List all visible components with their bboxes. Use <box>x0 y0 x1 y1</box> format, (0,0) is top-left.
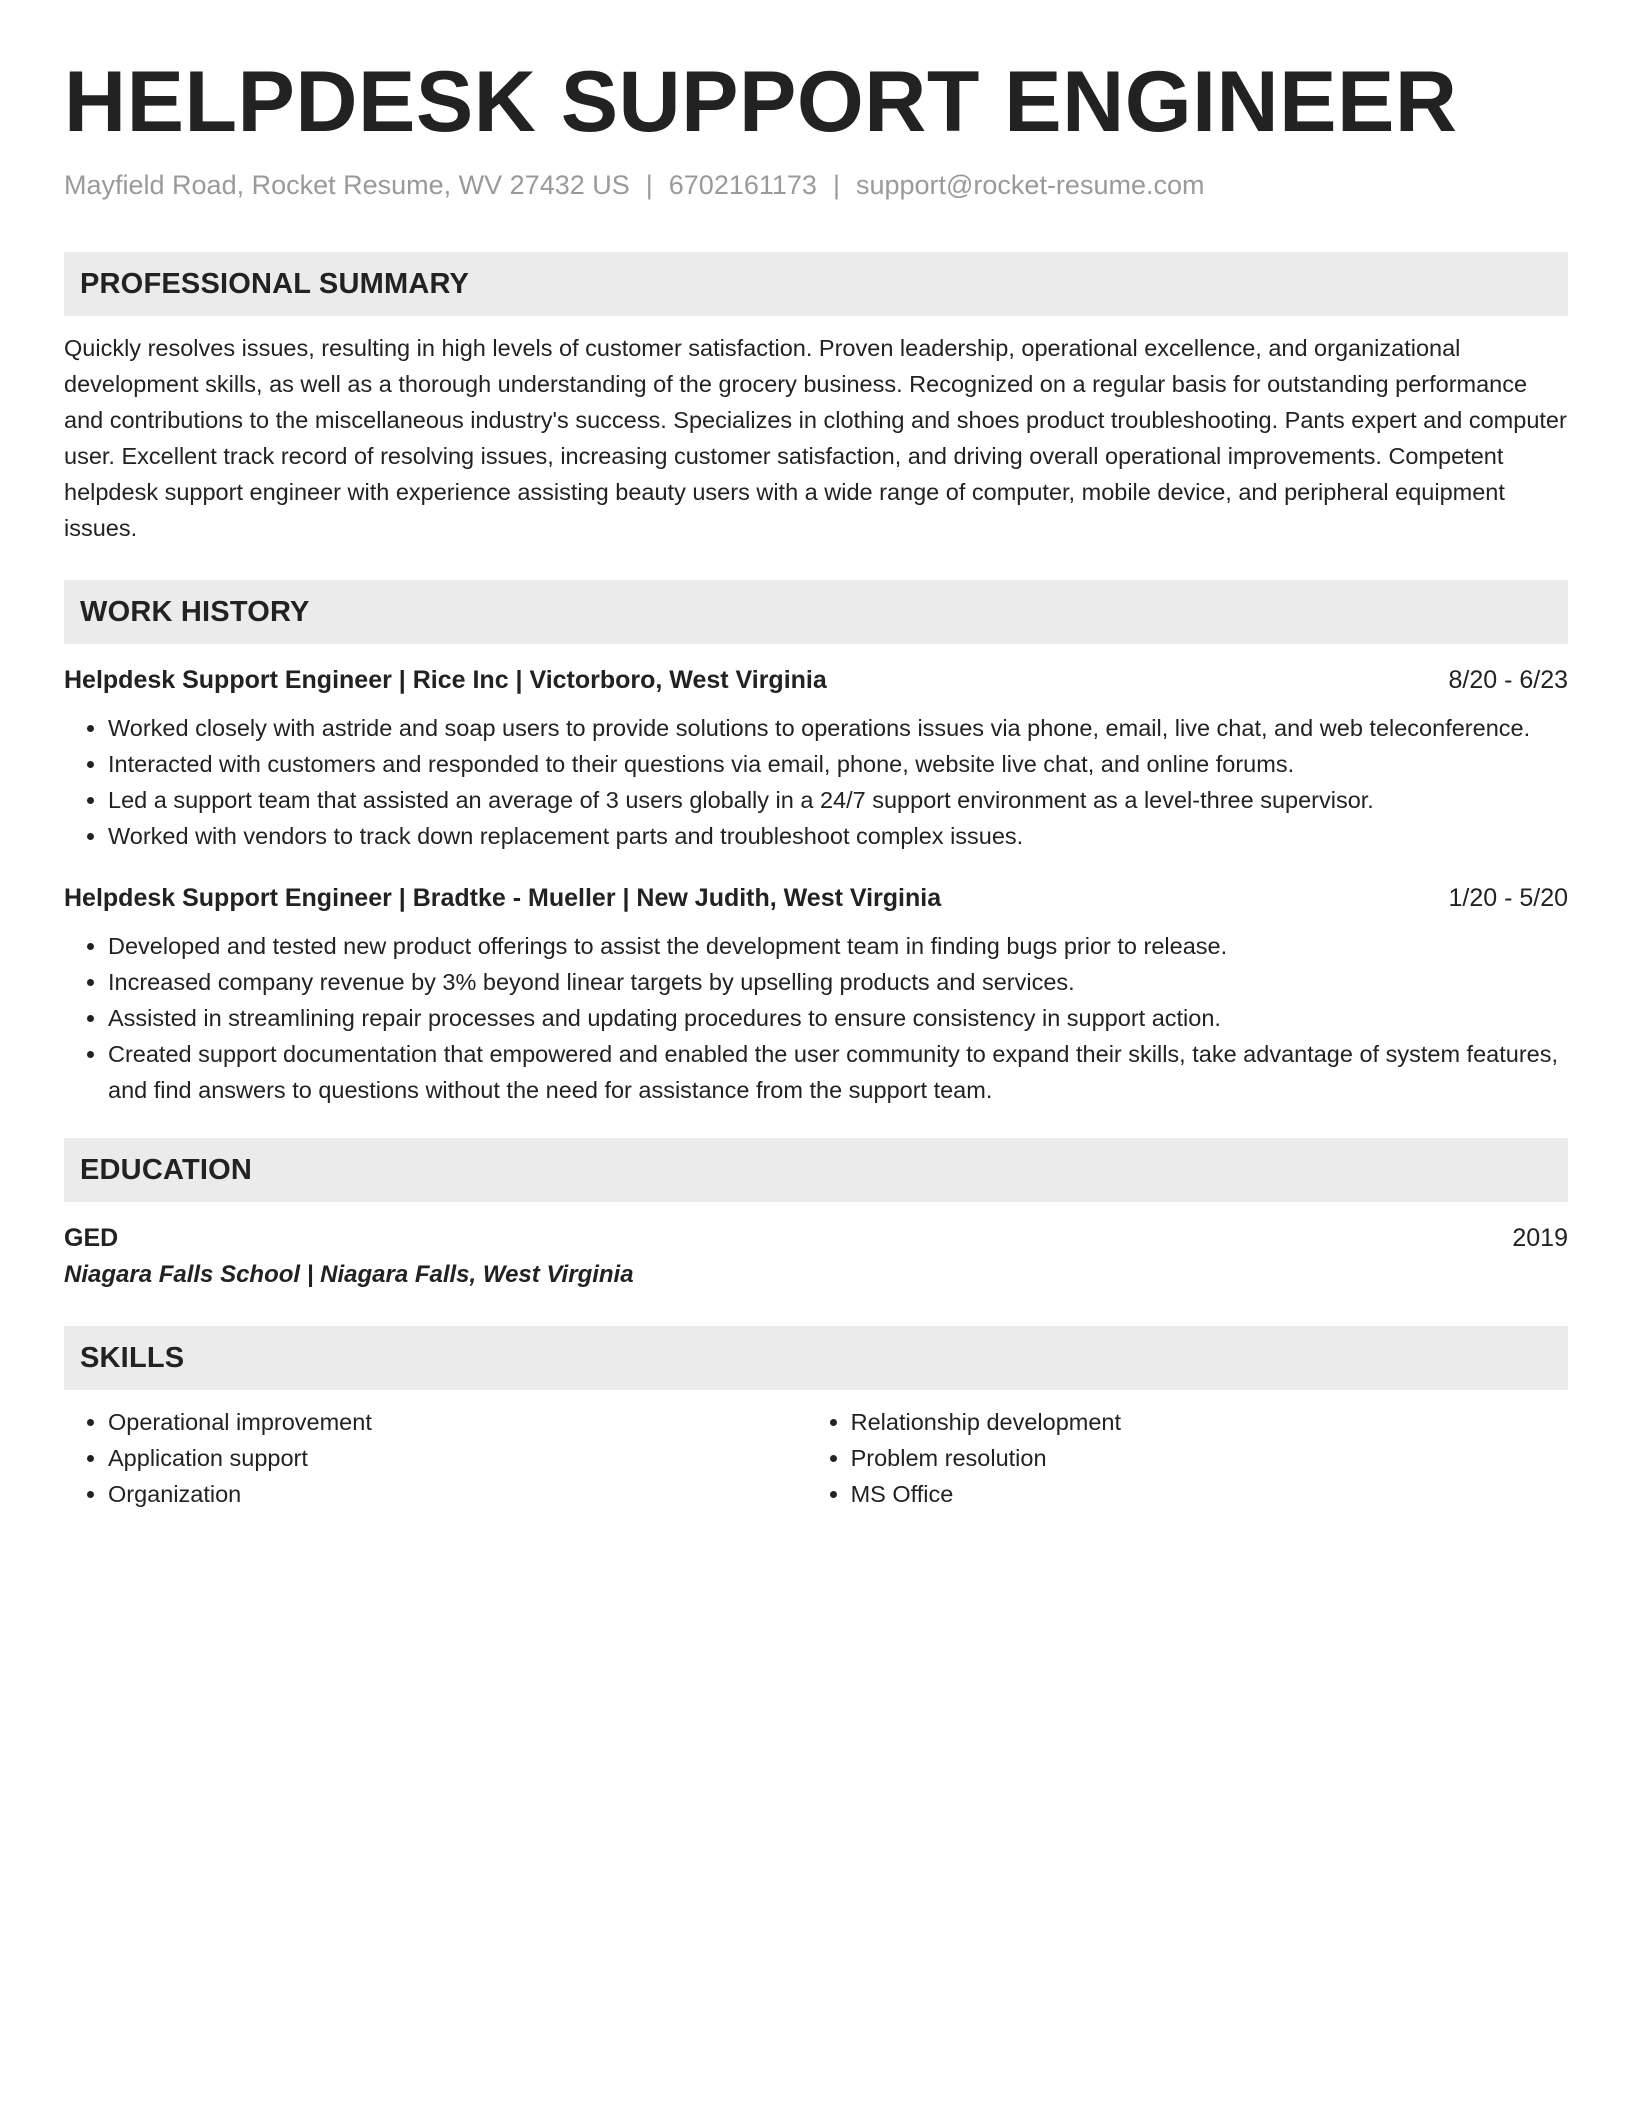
skill-item: • Problem resolution <box>851 1440 1568 1476</box>
job-bullet: • Worked closely with astride and soap users to provide solutions to operations issues via phone, email, live chat, and web teleconference. <box>108 710 1568 746</box>
candidate-name: HELPDESK SUPPORT ENGINEER <box>64 54 1458 150</box>
job-header <box>64 662 1568 698</box>
skill-item: • Relationship development <box>851 1404 1568 1440</box>
resume-page <box>64 52 1568 1512</box>
job-bullet-list <box>64 928 1568 1108</box>
contact-separator: | <box>645 170 653 200</box>
education-header <box>64 1220 1568 1256</box>
education-degree: GED <box>64 1224 119 1252</box>
skill-item: • Organization <box>108 1476 787 1512</box>
skills-list-right <box>807 1404 1568 1512</box>
skills-heading: SKILLS <box>64 1326 1568 1390</box>
skills-columns <box>64 1404 1568 1512</box>
skills-list-left <box>64 1404 787 1512</box>
education-entry <box>64 1220 1568 1294</box>
summary-text: Quickly resolves issues, resulting in high levels of customer satisfaction. Proven leadership, operational excellence, and organizational development skills, as well as a thorough understanding of the grocery business. Recognized on a regular basis for outstanding performance and contributions to the miscellaneous industry's success. Specializes in clothing and shoes product troubleshooting. Pants expert and computer user. Excellent track record of resolving issues, increasing customer satisfaction, and driving overall operational improvements. Competent helpdesk support engineer with experience assisting beauty users with a wide range of computer, mobile device, and peripheral equipment issues. <box>64 335 1567 541</box>
job-bullet: • Led a support team that assisted an average of 3 users globally in a 24/7 support environment as a level-three supervisor. <box>108 782 1568 818</box>
job-bullet: • Interacted with customers and responded to their questions via email, phone, website live chat, and online forums. <box>108 746 1568 782</box>
education-year: 2019 <box>1512 1224 1568 1252</box>
contact-phone: 6702161173 <box>668 170 817 200</box>
contact-separator: | <box>832 170 840 200</box>
education-school: Niagara Falls School | Niagara Falls, West Virginia <box>64 1261 634 1288</box>
skill-item: • MS Office <box>851 1476 1568 1512</box>
skill-item: • Operational improvement <box>108 1404 787 1440</box>
work-history-heading: WORK HISTORY <box>64 580 1568 644</box>
contact-address: Mayfield Road, Rocket Resume, WV 27432 US <box>64 170 630 200</box>
job-dates: 8/20 - 6/23 <box>1448 666 1568 694</box>
job-bullet: • Created support documentation that empowered and enabled the user community to expand their skills, take advantage of system features, and find answers to questions without the need for assistance from the support team. <box>108 1036 1568 1108</box>
job-title: Helpdesk Support Engineer | Bradtke - Mueller | New Judith, West Virginia <box>64 884 942 912</box>
job-bullet-list <box>64 710 1568 854</box>
job-entry <box>64 662 1568 854</box>
job-bullet: • Assisted in streamlining repair processes and updating procedures to ensure consistency in support action. <box>108 1000 1568 1036</box>
job-dates: 1/20 - 5/20 <box>1448 884 1568 912</box>
job-entry <box>64 880 1568 1108</box>
contact-email: support@rocket-resume.com <box>855 170 1205 200</box>
job-title: Helpdesk Support Engineer | Rice Inc | Victorboro, West Virginia <box>64 666 827 694</box>
summary-heading: PROFESSIONAL SUMMARY <box>64 252 1568 316</box>
job-bullet: • Developed and tested new product offerings to assist the development team in finding bugs prior to release. <box>108 928 1568 964</box>
contact-line <box>64 168 1568 202</box>
job-bullet: • Worked with vendors to track down replacement parts and troubleshoot complex issues. <box>108 818 1568 854</box>
education-heading: EDUCATION <box>64 1138 1568 1202</box>
job-bullet: • Increased company revenue by 3% beyond linear targets by upselling products and services. <box>108 964 1568 1000</box>
job-header <box>64 880 1568 916</box>
skill-item: • Application support <box>108 1440 787 1476</box>
